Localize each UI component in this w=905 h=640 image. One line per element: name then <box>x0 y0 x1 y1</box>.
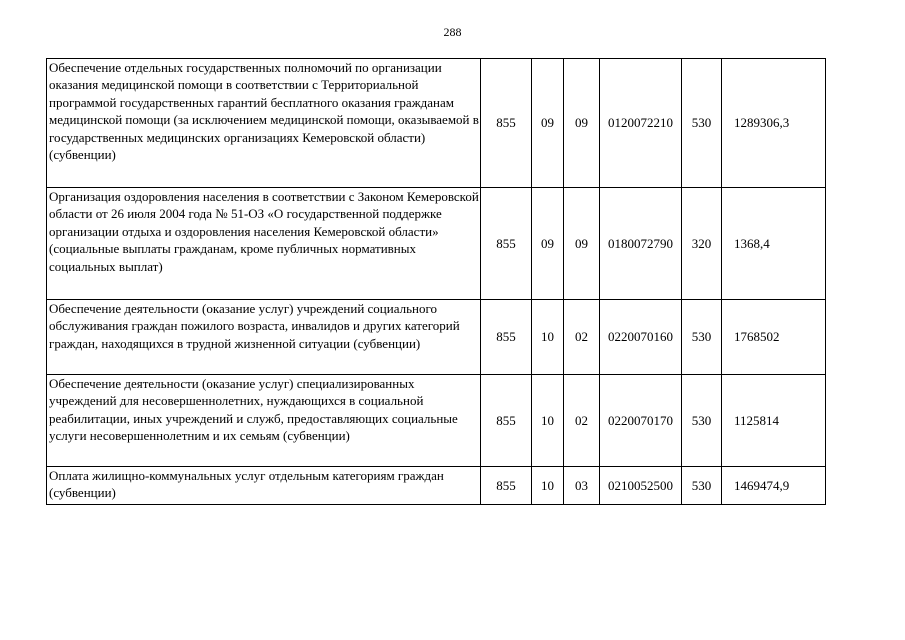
expense-type-cell: 320 <box>682 188 722 300</box>
target-article-cell: 0120072210 <box>600 59 682 188</box>
table-row <box>47 467 826 505</box>
expense-type-cell: 530 <box>682 375 722 467</box>
section-code-cell: 10 <box>532 467 564 505</box>
table-row <box>47 59 826 188</box>
table-row <box>47 300 826 375</box>
section-code-cell: 09 <box>532 59 564 188</box>
target-article-cell: 0180072790 <box>600 188 682 300</box>
ministry-code-cell: 855 <box>481 375 532 467</box>
section-code-cell: 10 <box>532 300 564 375</box>
target-article-cell: 0210052500 <box>600 467 682 505</box>
expense-type-cell: 530 <box>682 300 722 375</box>
amount-cell: 1768502 <box>722 300 826 375</box>
budget-table <box>46 58 826 505</box>
subsection-code-cell: 03 <box>564 467 600 505</box>
ministry-code-cell: 855 <box>481 59 532 188</box>
subsection-code-cell: 09 <box>564 188 600 300</box>
target-article-cell: 0220070160 <box>600 300 682 375</box>
expense-name-cell: Обеспечение деятельности (оказание услуг) специализированных учреждений для несовершеннолетних, нуждающихся в социальной реабилитации, иных учреждений и служб, предоставляющих социальные услуги несовершеннолетним и их семьям (субвенции) <box>47 375 481 467</box>
section-code-cell: 10 <box>532 375 564 467</box>
subsection-code-cell: 02 <box>564 300 600 375</box>
table-row <box>47 188 826 300</box>
expense-name-cell: Оплата жилищно-коммунальных услуг отдельным категориям граждан (субвенции) <box>47 467 481 505</box>
ministry-code-cell: 855 <box>481 467 532 505</box>
subsection-code-cell: 02 <box>564 375 600 467</box>
expense-name-cell: Обеспечение отдельных государственных полномочий по организации оказания медицинской помощи в соответствии с Территориальной программой государственных гарантий бесплатного оказания гражданам медицинской помощи (за исключением медицинской помощи, оказываемой в государственных медицинских организациях Кемеровской области) (субвенции) <box>47 59 481 188</box>
ministry-code-cell: 855 <box>481 300 532 375</box>
amount-cell: 1469474,9 <box>722 467 826 505</box>
table-row <box>47 375 826 467</box>
expense-name-cell: Обеспечение деятельности (оказание услуг) учреждений социального обслуживания граждан пожилого возраста, инвалидов и других категорий граждан, находящихся в трудной жизненной ситуации (субвенции) <box>47 300 481 375</box>
amount-cell: 1289306,3 <box>722 59 826 188</box>
expense-type-cell: 530 <box>682 467 722 505</box>
page-number: 288 <box>443 25 462 39</box>
target-article-cell: 0220070170 <box>600 375 682 467</box>
ministry-code-cell: 855 <box>481 188 532 300</box>
expense-name-cell: Организация оздоровления населения в соответствии с Законом Кемеровской области от 26 июля 2004 года № 51-ОЗ «О государственной поддержке организации отдыха и оздоровления населения Кемеровской области» (социальные выплаты гражданам, кроме публичных нормативных социальных выплат) <box>47 188 481 300</box>
expense-type-cell: 530 <box>682 59 722 188</box>
amount-cell: 1368,4 <box>722 188 826 300</box>
section-code-cell: 09 <box>532 188 564 300</box>
subsection-code-cell: 09 <box>564 59 600 188</box>
amount-cell: 1125814 <box>722 375 826 467</box>
